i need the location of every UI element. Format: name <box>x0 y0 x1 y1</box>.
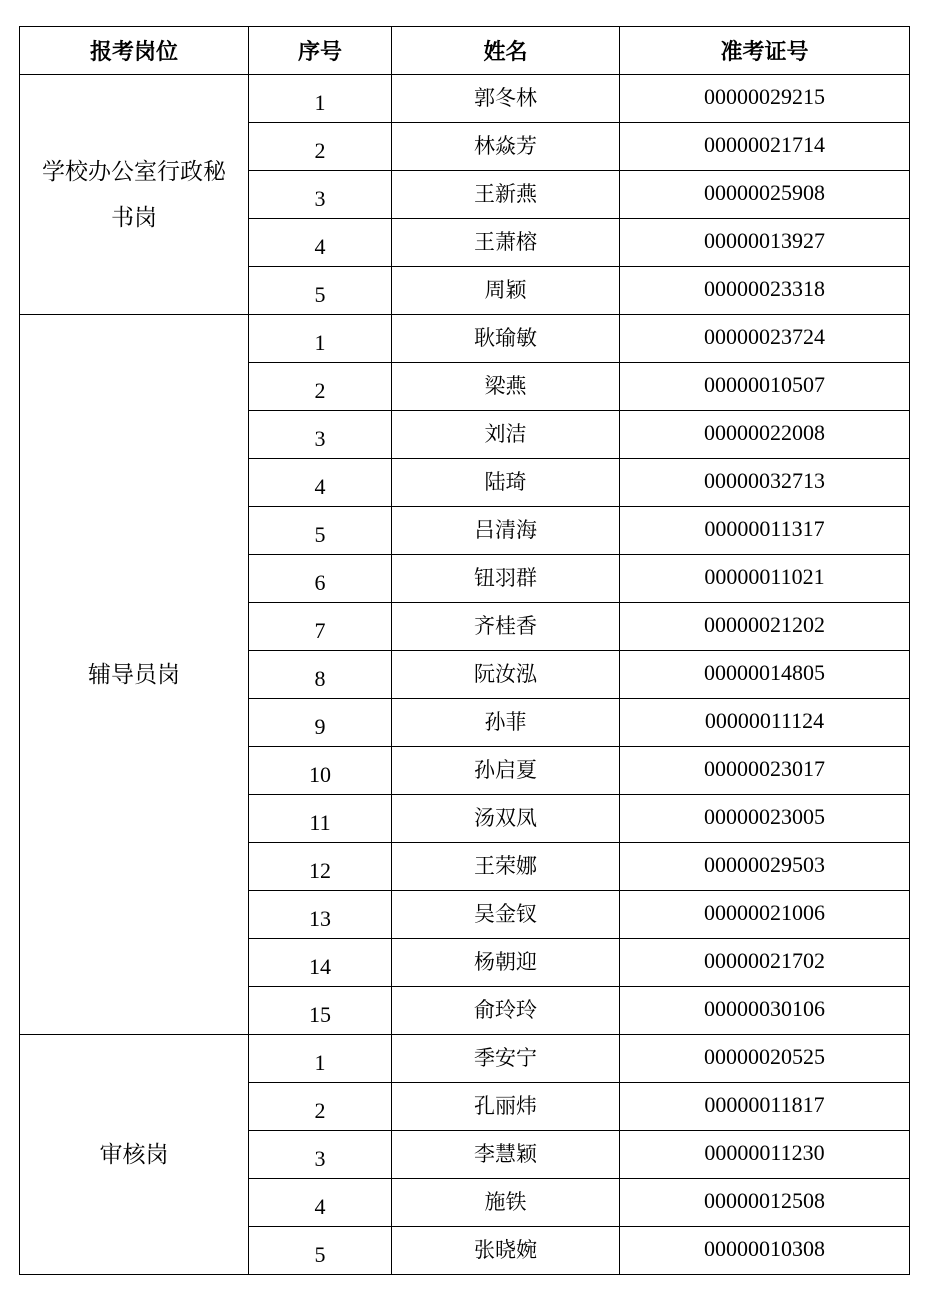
name-cell: 季安宁 <box>392 1035 620 1083</box>
ticket-cell: 00000011230 <box>620 1131 910 1179</box>
name-cell: 孙菲 <box>392 699 620 747</box>
seq-cell: 5 <box>249 507 392 555</box>
table-row <box>20 1035 910 1083</box>
seq-cell: 4 <box>249 1179 392 1227</box>
name-cell: 杨朝迎 <box>392 939 620 987</box>
seq-cell: 2 <box>249 1083 392 1131</box>
seq-cell: 5 <box>249 267 392 315</box>
table-row <box>20 75 910 123</box>
ticket-cell: 00000021714 <box>620 123 910 171</box>
ticket-cell: 00000032713 <box>620 459 910 507</box>
ticket-cell: 00000021006 <box>620 891 910 939</box>
name-cell: 王新燕 <box>392 171 620 219</box>
name-cell: 孙启夏 <box>392 747 620 795</box>
name-cell: 郭冬林 <box>392 75 620 123</box>
name-cell: 王荣娜 <box>392 843 620 891</box>
name-cell: 吕清海 <box>392 507 620 555</box>
name-cell: 李慧颖 <box>392 1131 620 1179</box>
ticket-cell: 00000021202 <box>620 603 910 651</box>
seq-cell: 6 <box>249 555 392 603</box>
name-cell: 钮羽群 <box>392 555 620 603</box>
seq-cell: 14 <box>249 939 392 987</box>
seq-cell: 3 <box>249 411 392 459</box>
header-row <box>20 27 910 75</box>
ticket-cell: 00000013927 <box>620 219 910 267</box>
name-cell: 施铁 <box>392 1179 620 1227</box>
seq-cell: 13 <box>249 891 392 939</box>
seq-cell: 1 <box>249 315 392 363</box>
table-row <box>20 315 910 363</box>
ticket-cell: 00000030106 <box>620 987 910 1035</box>
seq-cell: 4 <box>249 459 392 507</box>
seq-cell: 10 <box>249 747 392 795</box>
ticket-cell: 00000012508 <box>620 1179 910 1227</box>
seq-cell: 8 <box>249 651 392 699</box>
ticket-cell: 00000011317 <box>620 507 910 555</box>
name-cell: 周颖 <box>392 267 620 315</box>
seq-cell: 15 <box>249 987 392 1035</box>
ticket-cell: 00000020525 <box>620 1035 910 1083</box>
name-cell: 俞玲玲 <box>392 987 620 1035</box>
name-cell: 王萧榕 <box>392 219 620 267</box>
name-cell: 刘洁 <box>392 411 620 459</box>
seq-cell: 3 <box>249 1131 392 1179</box>
ticket-cell: 00000011817 <box>620 1083 910 1131</box>
seq-cell: 9 <box>249 699 392 747</box>
name-cell: 林焱芳 <box>392 123 620 171</box>
ticket-cell: 00000023017 <box>620 747 910 795</box>
name-cell: 陆琦 <box>392 459 620 507</box>
ticket-cell: 00000025908 <box>620 171 910 219</box>
seq-cell: 5 <box>249 1227 392 1275</box>
ticket-cell: 00000010507 <box>620 363 910 411</box>
candidate-table <box>19 26 910 1275</box>
name-cell: 吴金钗 <box>392 891 620 939</box>
seq-cell: 11 <box>249 795 392 843</box>
ticket-cell: 00000023005 <box>620 795 910 843</box>
ticket-cell: 00000023318 <box>620 267 910 315</box>
name-cell: 汤双凤 <box>392 795 620 843</box>
ticket-cell: 00000011124 <box>620 699 910 747</box>
post-cell: 辅导员岗 <box>20 315 249 1035</box>
seq-cell: 7 <box>249 603 392 651</box>
seq-cell: 1 <box>249 1035 392 1083</box>
ticket-cell: 00000023724 <box>620 315 910 363</box>
header-seq: 序号 <box>249 27 392 75</box>
seq-cell: 2 <box>249 363 392 411</box>
ticket-cell: 00000021702 <box>620 939 910 987</box>
seq-cell: 1 <box>249 75 392 123</box>
ticket-cell: 00000010308 <box>620 1227 910 1275</box>
seq-cell: 4 <box>249 219 392 267</box>
seq-cell: 3 <box>249 171 392 219</box>
post-cell: 审核岗 <box>20 1035 249 1275</box>
name-cell: 张晓婉 <box>392 1227 620 1275</box>
name-cell: 梁燕 <box>392 363 620 411</box>
ticket-cell: 00000029503 <box>620 843 910 891</box>
header-ticket: 准考证号 <box>620 27 910 75</box>
seq-cell: 12 <box>249 843 392 891</box>
ticket-cell: 00000029215 <box>620 75 910 123</box>
seq-cell: 2 <box>249 123 392 171</box>
name-cell: 耿瑜敏 <box>392 315 620 363</box>
name-cell: 阮汝泓 <box>392 651 620 699</box>
ticket-cell: 00000014805 <box>620 651 910 699</box>
header-name: 姓名 <box>392 27 620 75</box>
post-cell: 学校办公室行政秘书岗 <box>20 75 249 315</box>
name-cell: 齐桂香 <box>392 603 620 651</box>
ticket-cell: 00000011021 <box>620 555 910 603</box>
ticket-cell: 00000022008 <box>620 411 910 459</box>
name-cell: 孔丽炜 <box>392 1083 620 1131</box>
header-post: 报考岗位 <box>20 27 249 75</box>
